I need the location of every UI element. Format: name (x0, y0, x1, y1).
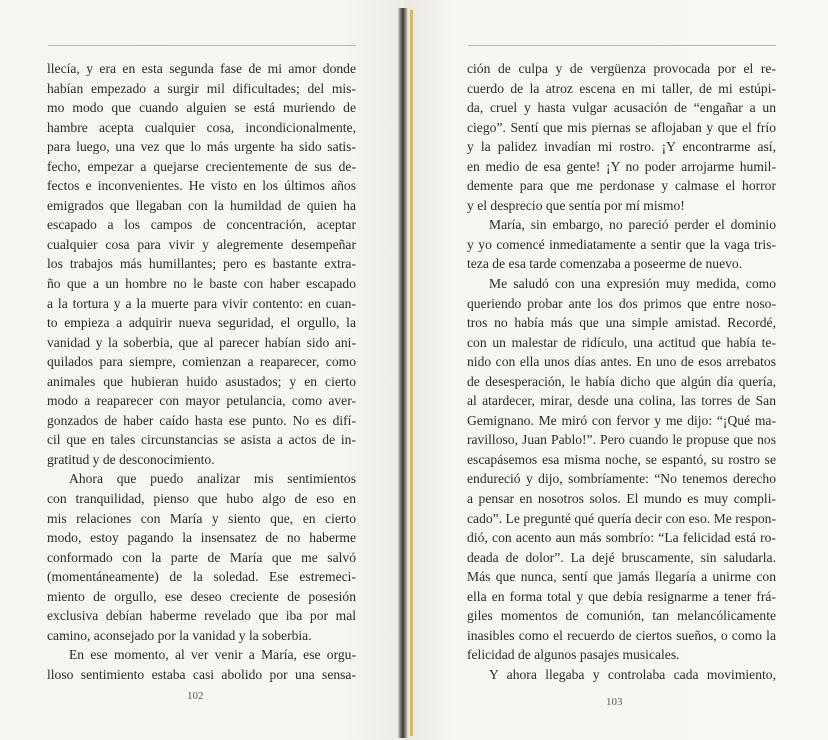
text-line: emigrados que llegaban con la humildad de quien ha (47, 197, 356, 213)
paragraph-start-line: Me saludó con una expresión muy medida, como (489, 276, 776, 292)
text-line: tros no había más que una simple amistad. Recordé, (467, 315, 776, 331)
text-line: Más que nunca, sentí que jamás llegaría a unirme con (467, 569, 776, 585)
text-line: en medio de esa gente! ¡Y no poder arrojarme humil- (467, 158, 776, 174)
gutter-edge (410, 10, 413, 736)
text-line: los trabajos más humillantes; pero es bastante extra- (47, 256, 356, 272)
text-line: modo, estoy pagando la insensatez de no haberme (47, 530, 356, 546)
text-line: exclusiva debían haberme revelado que iba por mal (47, 608, 356, 624)
text-line: y yo comencé inmediatamente a sentir que la vaga tris- (467, 236, 776, 252)
text-line: nido con ella unos días antes. En uno de esos arrebatos (467, 354, 776, 370)
text-line: mis relaciones con María y siento que, en cierto (47, 510, 356, 526)
text-line: cado”. Le pregunté qué quería decir con eso. Me respon- (467, 510, 776, 526)
text-line: gratitud y de desconocimiento. (47, 451, 215, 467)
text-line: mo modo que cuando alguien se está muriendo de (47, 100, 356, 116)
text-line: y el desprecio que sentía por mí mismo! (467, 197, 685, 213)
text-line: cuerdo de la atroz escena en mi taller, de mi estúpi- (467, 80, 776, 96)
text-line: teza de esa tarde comenzaba a poseerme de nuevo. (467, 256, 743, 272)
left-header-rule (48, 45, 356, 46)
text-line: de desesperación, le había dicho que algún día quería, (467, 373, 776, 389)
text-line: ravilloso, Juan Pablo!”. Pero cuando le propuse que nos (467, 432, 776, 448)
text-line: fectos e inconvenientes. He visto en los últimos años (47, 178, 356, 194)
text-line: dió, con acento aun más sombrío: “La felicidad está ro- (467, 530, 776, 546)
text-line: felicidad de algunos pasajes musicales. (467, 647, 680, 663)
text-line: animales que hubieran huido asustados; y en cierto (47, 373, 356, 389)
text-line: fecho, empezar a quejarse crecientemente de sus de- (47, 158, 356, 174)
text-line: queriendo probar ante los dos primos que entre noso- (467, 295, 776, 311)
text-line: con tranquilidad, pienso que hubo algo de eso en (47, 491, 356, 507)
left-page-number: 102 (187, 690, 204, 702)
text-line: inasibles como el recuerdo de ciertos sueños, o como la (467, 627, 776, 643)
text-line: escapado a los campos de concentración, aceptar (47, 217, 356, 233)
text-line: conformado con la parte de María que me salvó (47, 549, 356, 565)
text-line: cil que en tales circunstancias se asista a actos de in- (47, 432, 356, 448)
text-line: Gemignano. Me miró con fervor y me dijo: “¡Qué ma- (467, 412, 776, 428)
text-line: lloso sentimiento estaba casi abolido por una sensa- (47, 666, 356, 682)
text-line: vanidad y la soberbia, que al parecer habían sido ani- (47, 334, 356, 350)
text-line: ño que a un hombre no le baste con haber escapado (47, 276, 356, 292)
text-line: endureció y dijo, sombríamente: “No tenemos derecho (467, 471, 776, 487)
text-line: a la tortura y a la muerte para vivir contento: en cuan- (47, 295, 356, 311)
paragraph-start-line: María, sin embargo, no pareció perder el dominio (489, 217, 776, 233)
text-line: llecía, y era en esta segunda fase de mi amor donde (47, 61, 356, 76)
text-line: a pensar en nosotros solos. El mundo es muy compli- (467, 491, 776, 507)
text-line: quilados para siempre, comienzan a reaparecer, como (47, 354, 356, 370)
left-page-text (47, 59, 356, 685)
right-header-rule (468, 45, 776, 46)
text-line: hambre acepta cualquier cosa, incondicionalmente, (47, 119, 356, 135)
text-line: gonzados de haber caído hasta ese punto. No es difí- (47, 412, 356, 428)
text-line: y la palidez invadían mi rostro. ¡Y encontrarme así, (467, 139, 776, 155)
text-line: da, cruel y hasta vulgar acusación de “engañar a un (467, 100, 776, 116)
text-line: to empieza a adquirir nueva seguridad, el orgullo, la (47, 315, 356, 331)
right-page-text (467, 59, 776, 685)
text-line: modo a reaparecer con mayor petulancia, como aver- (47, 393, 356, 409)
text-line: giles momentos de comunión, tan melancólicamente (467, 608, 776, 624)
book-gutter (398, 8, 408, 738)
text-line: deada de dolor”. La dejé bruscamente, sin saludarla. (467, 549, 776, 565)
right-page-number: 103 (606, 696, 623, 708)
paragraph-start-line: En ese momento, al ver venir a María, ese orgu- (69, 647, 356, 663)
text-line: camino, aconsejado por la vanidad y la soberbia. (47, 627, 312, 643)
text-line: demente para que me perdonase y calmase el horror (467, 178, 776, 194)
paragraph-start-line: Ahora que puedo analizar mis sentimientos (69, 471, 356, 487)
text-line: ella en forma total y que debía resignarme a tener frá- (467, 588, 776, 604)
text-line: ción de culpa y de vergüenza provocada por el re- (467, 61, 776, 76)
text-line: ciego”. Sentí que mis piernas se aflojaban y que el frío (467, 119, 776, 135)
text-line: miento de orgullo, ese deseo creciente de posesión (47, 588, 356, 604)
text-line: escapásemos esa misma noche, se espantó, su rostro se (467, 451, 776, 467)
text-line: al atardecer, mirar, desde una colina, las torres de San (467, 393, 776, 409)
paragraph-start-line: Y ahora llegaba y controlaba cada movimiento, (489, 666, 776, 682)
text-line: cualquier cosa para vivir y alegremente desempeñar (47, 236, 356, 252)
text-line: habían empezado a surgir mil dificultades; del mis- (47, 80, 356, 96)
text-line: con un malestar de ridículo, una actitud que había te- (467, 334, 776, 350)
text-line: (momentáneamente) de la soledad. Ese estremeci- (47, 569, 356, 585)
text-line: para luego, una vez que lo más urgente ha sido satis- (47, 139, 356, 155)
